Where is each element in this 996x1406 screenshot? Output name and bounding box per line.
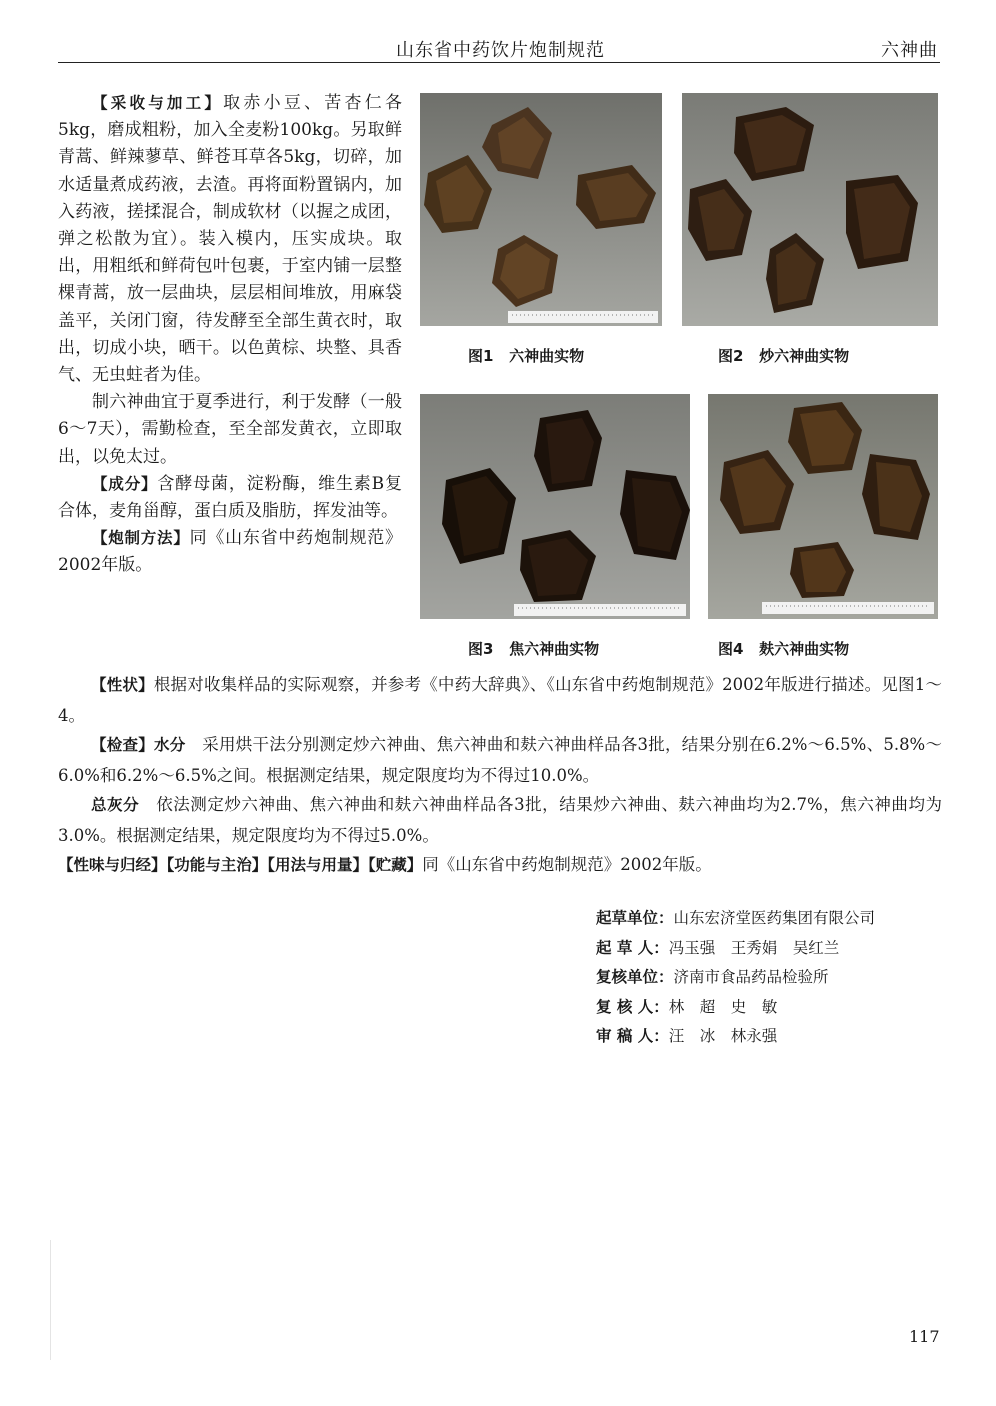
drafter-key: 复核单位： [596, 968, 674, 986]
drafter-key: 复 核 人： [596, 997, 669, 1016]
left-column-text [58, 90, 402, 580]
section-label: 总灰分 [91, 796, 140, 814]
drafter-row [596, 1022, 946, 1052]
binding-mark [50, 1240, 51, 1360]
drafter-key: 起 草 人： [596, 938, 669, 957]
drafter-row [596, 904, 946, 934]
paragraph-body: 同《山东省中药炮制规范》2002年版。 [58, 528, 402, 576]
section-label: 【采收与加工】 [92, 94, 224, 112]
section-label: 【检查】水分 [91, 736, 186, 754]
full-width-text [58, 670, 942, 881]
figure-number: 图3 [468, 640, 494, 658]
paragraph-method [58, 525, 402, 579]
section-label: 【性味与归经】【功能与主治】【用法与用量】【贮藏】 [58, 856, 423, 874]
figure-2-photo [682, 93, 938, 326]
figure-caption-text: 麸六神曲实物 [759, 640, 850, 658]
figure-caption-text: 焦六神曲实物 [509, 640, 600, 658]
paragraph-body: 含酵母菌，淀粉酶，维生素B复合体，麦角甾醇，蛋白质及脂肪，挥发油等。 [58, 473, 402, 522]
page-number: 117 [909, 1327, 940, 1346]
figure-3-photo [420, 394, 690, 619]
figure-3-caption [468, 638, 599, 659]
figure-2-caption [718, 345, 849, 366]
figure-caption-text: 炒六神曲实物 [759, 347, 850, 365]
paragraph-body: 采用烘干法分别测定炒六神曲、焦六神曲和麸六神曲样品各3批，结果分别在6.2%～6.5%、5.8%～6.0%和6.2%～6.5%之间。根据测定结果，规定限度均为不得过10.0%。 [58, 735, 942, 785]
figure-1-photo [420, 93, 662, 326]
paragraph-body: 取赤小豆、苦杏仁各5kg，磨成粗粉，加入全麦粉100kg。另取鲜青蒿、鲜辣蓼草、鲜苍耳草各5kg，切碎，加水适量煮成药液，去渣。再将面粉置锅内，加入药液，搓揉混合，制成软材（以握之成团，弹之松散为宜）。装入模内，压实成块。取出，用粗纸和鲜荷包叶包裹，于室内铺一层整棵青蒿，放一层曲块，层层相间堆放，用麻袋盖平，关闭门窗，待发酵至全部生黄衣时，取出，切成小块，晒干。以色黄棕、块整、具香气、无虫蛀者为佳。 [58, 93, 402, 386]
drafters-block [596, 904, 946, 1052]
photo-illustration [420, 394, 690, 619]
drafter-key: 起草单位： [596, 909, 674, 927]
paragraph-inspection [58, 730, 942, 790]
drafter-row [596, 934, 946, 964]
drafter-value: 冯玉强 王秀娟 吴红兰 [668, 938, 840, 957]
book-title: 山东省中药饮片炮制规范 [396, 40, 605, 61]
photo-illustration [420, 93, 662, 326]
figure-number: 图2 [718, 347, 744, 365]
paragraph-other-items [58, 850, 942, 881]
chapter-title: 六神曲 [881, 40, 938, 61]
figure-1-caption [468, 345, 584, 366]
photo-illustration [708, 394, 938, 619]
running-header [58, 36, 940, 63]
paragraph-collection [58, 90, 402, 389]
paragraph-ash [58, 790, 942, 850]
figure-4-photo [708, 394, 938, 619]
figure-number: 图4 [718, 640, 744, 658]
paragraph-note: 制六神曲宜于夏季进行，利于发酵（一般6～7天），需勤检查，至全部发黄衣，立即取出，以免太过。 [58, 392, 402, 467]
section-label: 【性状】 [91, 676, 154, 694]
paragraph-body: 同《山东省中药炮制规范》2002年版。 [422, 855, 712, 874]
paragraph-composition [58, 471, 402, 525]
drafter-value: 山东宏济堂医药集团有限公司 [673, 909, 876, 927]
section-label: 【炮制方法】 [92, 529, 190, 548]
drafter-row [596, 993, 946, 1023]
paragraph-description [58, 670, 942, 730]
figure-4-caption [718, 638, 849, 659]
drafter-value: 林 超 史 敏 [668, 997, 778, 1016]
figure-caption-text: 六神曲实物 [509, 347, 585, 365]
drafter-key: 审 稿 人： [596, 1027, 669, 1045]
drafter-value: 汪 冰 林永强 [668, 1027, 778, 1045]
drafter-value: 济南市食品药品检验所 [673, 968, 829, 986]
section-label: 【成分】 [92, 474, 158, 493]
drafter-row [596, 963, 946, 993]
paragraph-body: 依法测定炒六神曲、焦六神曲和麸六神曲样品各3批，结果炒六神曲、麸六神曲均为2.7%，焦六神曲均为3.0%。根据测定结果，规定限度均为不得过5.0%。 [58, 795, 942, 845]
figure-number: 图1 [468, 347, 494, 365]
photo-illustration [682, 93, 938, 326]
paragraph-body: 根据对收集样品的实际观察，并参考《中药大辞典》、《山东省中药炮制规范》2002年版进行描述。见图1～4。 [58, 675, 942, 725]
